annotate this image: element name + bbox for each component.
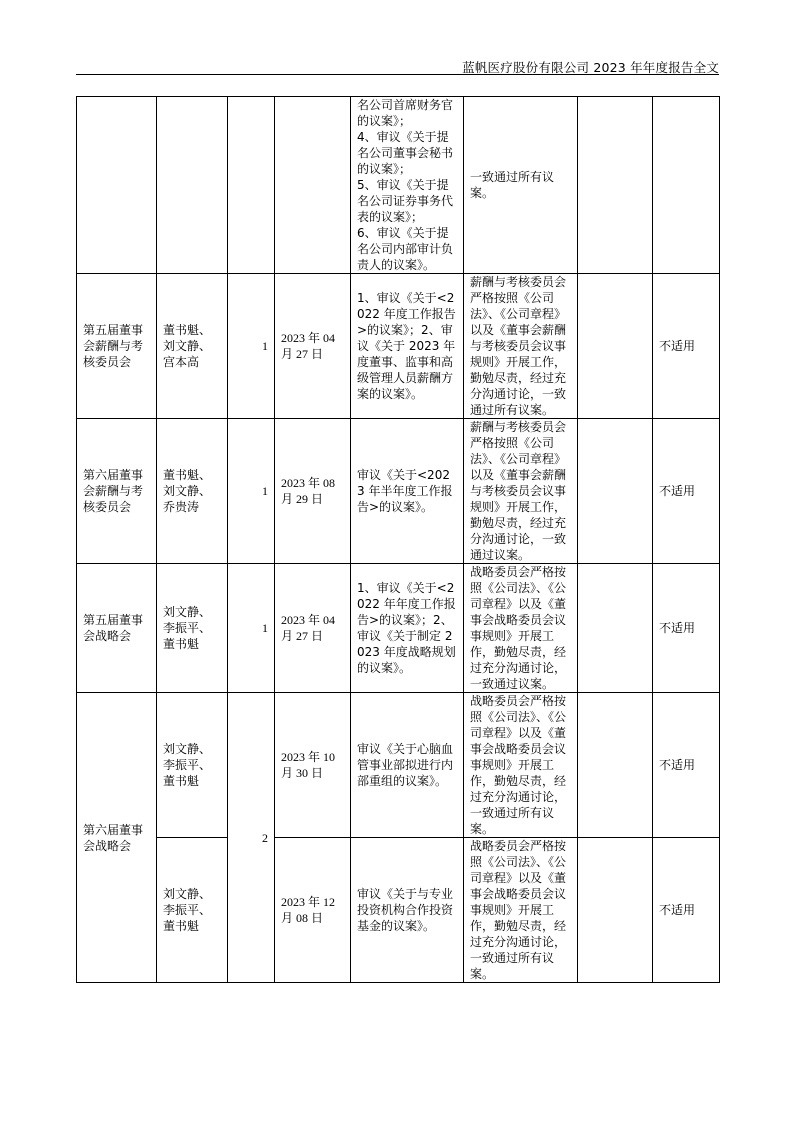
content-cell: 1、审议《关于<2022 年度工作报告>的议案》；2、审议《关于 2023 年度董事、监事和高级管理人员薪酬方案的议案》。 — [351, 274, 464, 419]
opinion-cell: 薪酬与考核委员会严格按照《公司法》、《公司章程》以及《董事会薪酬与考核委员会议事规则》开展工作，勤勉尽责，经过充分沟通讨论，一致通过所有议案。 — [464, 274, 578, 419]
date-cell: 2023 年 08 月 29 日 — [275, 419, 351, 564]
other-duties-cell — [578, 693, 653, 838]
content-cell — [351, 97, 464, 274]
objection-cell: 不适用 — [653, 564, 720, 693]
members-cell: 董书魁、刘文静、宫本高 — [157, 274, 228, 419]
opinion-cell: 战略委员会严格按照《公司法》、《公司章程》以及《董事会战略委员会议事规则》开展工作，勤勉尽责，经过充分沟通讨论，一致通过所有议案。 — [464, 693, 578, 838]
members-cell: 董书魁、刘文静、乔贵涛 — [157, 419, 228, 564]
content-line: 4、审议《关于提 — [357, 130, 449, 144]
meeting-count-cell: 1 — [228, 419, 275, 564]
content-line: 6、审议《关于提 — [357, 226, 449, 240]
members-cell: 刘文静、李振平、董书魁 — [157, 693, 228, 838]
members-cell: 刘文静、李振平、董书魁 — [157, 564, 228, 693]
opinion-cell: 一致通过所有议案。 — [464, 97, 578, 274]
content-line: 的议案》； — [357, 114, 412, 128]
table-row — [77, 693, 720, 838]
table-row — [77, 564, 720, 693]
date-cell — [275, 97, 351, 274]
date-cell: 2023 年 10 月 30 日 — [275, 693, 351, 838]
objection-cell: 不适用 — [653, 693, 720, 838]
content-line: 名公司首席财务官 — [357, 98, 454, 112]
meeting-count-cell: 1 — [228, 564, 275, 693]
opinion-cell: 战略委员会严格按照《公司法》、《公司章程》以及《董事会战略委员会议事规则》开展工作，勤勉尽责，经过充分沟通讨论，一致通过议案。 — [464, 564, 578, 693]
header-divider — [76, 74, 719, 75]
committee-cell — [77, 97, 157, 274]
members-cell: 刘文静、李振平、董书魁 — [157, 838, 228, 983]
date-cell: 2023 年 04 月 27 日 — [275, 564, 351, 693]
meeting-count-cell: 1 — [228, 274, 275, 419]
content-cell: 审议《关于<2023 年半年度工作报告>的议案》。 — [351, 419, 464, 564]
meeting-count-cell — [228, 97, 275, 274]
committee-cell: 第五届董事会战略会 — [77, 564, 157, 693]
committee-cell: 第六届董事会战略会 — [77, 693, 157, 983]
table-row — [77, 838, 720, 983]
content-cell: 1、审议《关于<2022 年年度工作报告>的议案》；2、审议《关于制定 2023 年度战略规划的议案》。 — [351, 564, 464, 693]
objection-cell: 不适用 — [653, 274, 720, 419]
members-cell — [157, 97, 228, 274]
content-line: 名公司证券事务代 — [357, 194, 454, 208]
content-line: 名公司内部审计负 — [357, 242, 454, 256]
date-cell: 2023 年 12 月 08 日 — [275, 838, 351, 983]
table-row — [77, 274, 720, 419]
content-line: 的议案》； — [357, 162, 412, 176]
content-cell: 审议《关于心脑血管事业部拟进行内部重组的议案》。 — [351, 693, 464, 838]
other-duties-cell — [578, 564, 653, 693]
objection-cell: 不适用 — [653, 838, 720, 983]
committee-cell: 第六届董事会薪酬与考核委员会 — [77, 419, 157, 564]
other-duties-cell — [578, 419, 653, 564]
other-duties-cell — [578, 97, 653, 274]
content-line: 责人的议案》。 — [357, 258, 436, 272]
objection-cell — [653, 97, 720, 274]
other-duties-cell — [578, 838, 653, 983]
date-cell: 2023 年 04 月 27 日 — [275, 274, 351, 419]
table-row — [77, 419, 720, 564]
content-line: 5、审议《关于提 — [357, 178, 449, 192]
other-duties-cell — [578, 274, 653, 419]
content-line: 表的议案》； — [357, 210, 424, 224]
table-row-continued — [77, 97, 720, 274]
content-cell: 审议《关于与专业投资机构合作投资基金的议案》。 — [351, 838, 464, 983]
objection-cell: 不适用 — [653, 419, 720, 564]
document-header-title: 蓝帆医疗股份有限公司 2023 年年度报告全文 — [462, 60, 719, 75]
committee-meetings-table — [76, 96, 720, 983]
committee-cell: 第五届董事会薪酬与考核委员会 — [77, 274, 157, 419]
content-line: 名公司董事会秘书 — [357, 146, 454, 160]
opinion-cell: 战略委员会严格按照《公司法》、《公司章程》以及《董事会战略委员会议事规则》开展工作，勤勉尽责，经过充分沟通讨论，一致通过所有议案。 — [464, 838, 578, 983]
opinion-cell: 薪酬与考核委员会严格按照《公司法》、《公司章程》以及《董事会薪酬与考核委员会议事规则》开展工作，勤勉尽责，经过充分沟通讨论，一致通过议案。 — [464, 419, 578, 564]
meeting-count-cell: 2 — [228, 693, 275, 983]
